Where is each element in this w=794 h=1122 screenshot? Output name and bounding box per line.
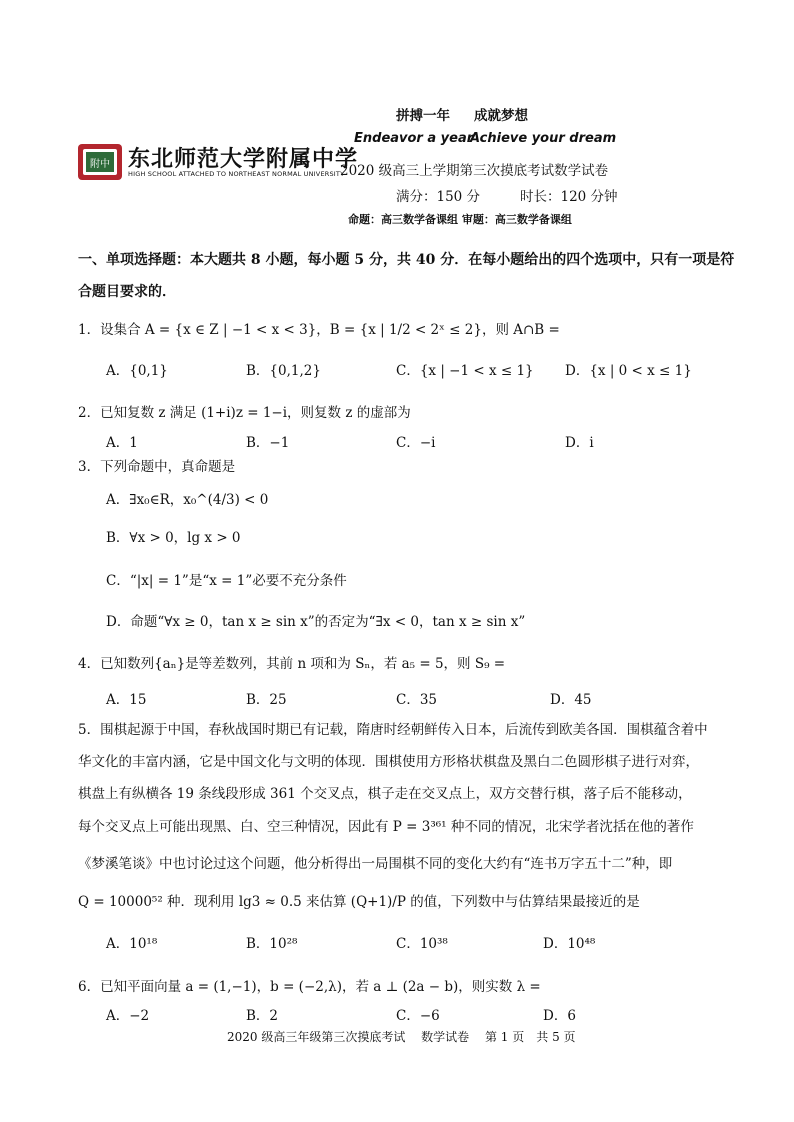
full-score: 满分：150 分 xyxy=(396,189,481,205)
q2-option-c: C．−i xyxy=(396,435,436,451)
q2-option-d: D．i xyxy=(565,435,594,451)
q5-line-4: 每个交叉点上可能出现黑、白、空三种情况，因此有 P = 3³⁶¹ 种不同的情况，北宋学者沈括在他的著作 xyxy=(78,819,694,835)
motto-cn-2: 成就梦想 xyxy=(474,108,528,124)
duration: 时长：120 分钟 xyxy=(520,189,618,205)
page-footer: 2020 级高三年级第三次摸底考试 数学试卷 第 1 页 共 5 页 xyxy=(227,1030,576,1044)
q1-option-b: B．{0,1,2} xyxy=(246,363,321,379)
motto-en-1: Endeavor a year xyxy=(354,131,474,146)
q5-line-2: 华文化的丰富内涵，它是中国文化与文明的体现．围棋使用方形格状棋盘及黑白二色圆形棋子进行对弈， xyxy=(78,754,699,770)
q5-line-6: Q = 10000⁵² 种．现利用 lg3 ≈ 0.5 来估算 (Q+1)/P 的值，下列数中与估算结果最接近的是 xyxy=(78,894,640,910)
logo-text: 附中 xyxy=(90,159,110,170)
school-name-en: HIGH SCHOOL ATTACHED TO NORTHEAST NORMAL UNIVERSITY xyxy=(128,170,345,178)
motto-cn-1: 拼搏一年 xyxy=(396,108,450,124)
q5-option-c: C．10³⁸ xyxy=(396,936,448,952)
q4-stem: 4．已知数列{aₙ}是等差数列，其前 n 项和为 Sₙ，若 a₅ = 5，则 S₉ = xyxy=(78,656,506,672)
setters: 命题：高三数学备课组 审题：高三数学备课组 xyxy=(348,213,572,226)
q2-stem: 2．已知复数 z 满足 (1+i)z = 1−i，则复数 z 的虚部为 xyxy=(78,405,411,421)
q1-option-c: C．{x | −1 < x ≤ 1} xyxy=(396,363,534,379)
motto-en-2: Achieve your dream xyxy=(470,131,617,146)
q1-option-a: A．{0,1} xyxy=(106,363,168,379)
q5-line-5: 《梦溪笔谈》中也讨论过这个问题，他分析得出一局围棋不同的变化大约有“连书万字五十二”种，即 xyxy=(78,856,673,872)
school-name-cn: 东北师范大学附属中学 xyxy=(128,146,359,172)
q2-option-b: B．−1 xyxy=(246,435,290,451)
section1-heading-line2: 合题目要求的． xyxy=(78,284,176,300)
q5-line-3: 棋盘上有纵横各 19 条线段形成 361 个交叉点，棋子走在交叉点上，双方交替行棋，落子后不能移动， xyxy=(78,786,692,802)
q3-option-d: D．命题“∀x ≥ 0，tan x ≥ sin x”的否定为“∃x < 0，tan x ≥ sin x” xyxy=(106,614,526,630)
q6-option-a: A．−2 xyxy=(106,1008,150,1024)
exam-title: 2020 级高三上学期第三次摸底考试数学试卷 xyxy=(340,163,609,179)
q1-option-d: D．{x | 0 < x ≤ 1} xyxy=(565,363,692,379)
q6-option-d: D．6 xyxy=(543,1008,576,1024)
q3-stem: 3．下列命题中，真命题是 xyxy=(78,459,236,475)
q5-option-d: D．10⁴⁸ xyxy=(543,936,596,952)
q3-option-c: C．“|x| = 1”是“x = 1”必要不充分条件 xyxy=(106,573,347,589)
q4-option-b: B．25 xyxy=(246,692,287,708)
q2-option-a: A．1 xyxy=(106,435,138,451)
q3-option-a: A．∃x₀∈R，x₀^(4/3) < 0 xyxy=(106,492,269,508)
section1-heading-line1: 一、单项选择题：本大题共 8 小题，每小题 5 分，共 40 分．在每小题给出的四个选项中，只有一项是符 xyxy=(78,252,735,268)
q3-option-b: B．∀x > 0，lg x > 0 xyxy=(106,530,241,546)
q4-option-d: D．45 xyxy=(550,692,592,708)
q6-option-c: C．−6 xyxy=(396,1008,440,1024)
q6-option-b: B．2 xyxy=(246,1008,279,1024)
q4-option-a: A．15 xyxy=(106,692,147,708)
q1-stem: 1．设集合 A = {x ∈ Z | −1 < x < 3}，B = {x | 1/2 < 2ˣ ≤ 2}，则 A∩B = xyxy=(78,322,560,338)
school-logo-icon xyxy=(76,142,124,182)
q5-option-a: A．10¹⁸ xyxy=(106,936,158,952)
q6-stem: 6．已知平面向量 a = (1,−1)，b = (−2,λ)，若 a ⊥ (2a − b)，则实数 λ = xyxy=(78,979,541,995)
q4-option-c: C．35 xyxy=(396,692,438,708)
q5-option-b: B．10²⁸ xyxy=(246,936,298,952)
q5-line-1: 5．围棋起源于中国，春秋战国时期已有记载，隋唐时经朝鲜传入日本，后流传到欧美各国．围棋蕴含着中 xyxy=(78,722,708,738)
